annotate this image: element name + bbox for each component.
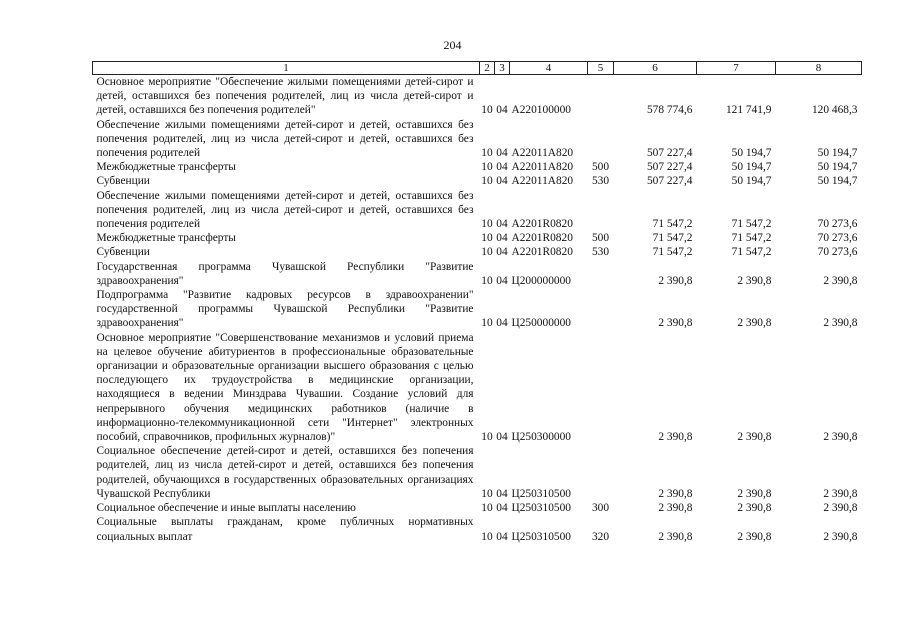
row-amount-col7: 71 547,2 [731,218,772,231]
row-amount-col6: 71 547,2 [652,246,693,259]
row-section: 10 [481,246,493,259]
row-amount-col8: 2 390,8 [823,487,858,500]
row-section: 10 [481,317,493,330]
row-amount-col7: 50 194,7 [731,175,772,188]
row-section: 10 [481,274,493,287]
row-amount-col7: 2 390,8 [737,487,772,500]
row-section: 10 [481,147,493,160]
row-section: 10 [481,232,493,245]
row-section: 10 [481,104,493,117]
row-amount-col7: 50 194,7 [731,147,772,160]
row-amount-col6: 71 547,2 [652,232,693,245]
header-col-3: 3 [495,62,510,75]
row-amount-col7: 71 547,2 [731,232,772,245]
budget-table [92,61,862,544]
row-amount-col7: 2 390,8 [737,317,772,330]
row-amount-col7: 50 194,7 [731,161,772,174]
row-subsection: 04 [496,232,508,245]
table-row [93,501,862,515]
row-expense-type: 500 [591,161,610,174]
row-amount-col6: 507 227,4 [646,147,693,160]
row-expense-type: 530 [591,175,610,188]
row-amount-col6: 2 390,8 [658,274,693,287]
row-amount-col8: 2 390,8 [823,274,858,287]
row-amount-col6: 2 390,8 [658,317,693,330]
row-amount-col8: 2 390,8 [823,502,858,515]
row-expense-type [588,260,614,288]
row-target-code: А2201R0820 [511,232,573,245]
table-row [93,260,862,288]
row-name: Социальное обеспечение и иные выплаты населению [96,502,356,515]
row-name: Субвенции [96,175,150,188]
row-target-code: Ц200000000 [511,274,571,287]
row-name: Межбюджетные трансферты [96,161,236,174]
row-name: Межбюджетные трансферты [96,232,236,245]
table-row [93,245,862,259]
row-expense-type: 320 [591,530,610,543]
row-amount-col7: 2 390,8 [737,274,772,287]
row-name: Государственная программа Чувашской Республики "Развитие здравоохранения" [96,260,474,287]
header-col-4: 4 [510,62,588,75]
row-section: 10 [481,161,493,174]
table-row [93,160,862,174]
row-target-code: А22011А820 [511,161,574,174]
row-section: 10 [481,218,493,231]
row-name: Социальное обеспечение детей-сирот и детей, оставшихся без попечения родителей, лиц из числа детей-сирот и детей, оставшихся без попечения родителей, обучающихся в государственных образовательных организациях Чувашской Республики [96,445,474,500]
table-row [93,118,862,161]
row-amount-col6: 2 390,8 [658,487,693,500]
row-subsection: 04 [496,161,508,174]
table-row [93,231,862,245]
table-body [93,75,862,544]
row-amount-col7: 121 741,9 [725,104,772,117]
row-name: Обеспечение жилыми помещениями детей-сирот и детей, оставшихся без попечения родителей, лиц из числа детей-сирот и детей, оставшихся без попечения родителей [96,118,474,160]
row-section: 10 [481,175,493,188]
row-amount-col6: 578 774,6 [646,104,693,117]
row-section: 10 [481,487,493,500]
row-amount-col6: 2 390,8 [658,502,693,515]
row-target-code: Ц250310500 [511,530,571,543]
row-amount-col8: 70 273,6 [817,218,858,231]
header-col-6: 6 [614,62,697,75]
row-amount-col8: 2 390,8 [823,431,858,444]
row-amount-col8: 120 468,3 [811,104,858,117]
row-amount-col6: 507 227,4 [646,161,693,174]
row-expense-type [588,331,614,445]
row-amount-col8: 70 273,6 [817,246,858,259]
row-subsection: 04 [496,175,508,188]
row-name: Основное мероприятие "Обеспечение жилыми помещениями детей-сирот и детей, оставшихся без попечения родителей, лиц из числа детей-сирот и детей, оставшихся без попечения родителей" [96,76,474,117]
row-expense-type [588,75,614,118]
header-col-5: 5 [588,62,614,75]
header-col-2: 2 [480,62,495,75]
row-amount-col8: 70 273,6 [817,232,858,245]
row-name: Социальные выплаты гражданам, кроме публичных нормативных социальных выплат [96,516,474,543]
row-amount-col6: 507 227,4 [646,175,693,188]
row-target-code: А2201R0820 [511,218,573,231]
row-subsection: 04 [496,147,508,160]
row-expense-type [588,444,614,501]
row-subsection: 04 [496,431,508,444]
table-row [93,515,862,543]
row-target-code: Ц250000000 [511,317,571,330]
row-target-code: Ц250300000 [511,431,571,444]
row-amount-col7: 71 547,2 [731,246,772,259]
row-target-code: А22011А820 [511,175,574,188]
row-expense-type [588,288,614,331]
row-expense-type [588,118,614,161]
row-expense-type [588,189,614,232]
row-expense-type: 500 [591,232,610,245]
row-target-code: А220100000 [511,104,571,117]
row-section: 10 [481,431,493,444]
row-subsection: 04 [496,104,508,117]
header-col-8: 8 [776,62,862,75]
row-expense-type: 530 [591,246,610,259]
row-subsection: 04 [496,317,508,330]
row-name: Субвенции [96,246,150,259]
header-col-7: 7 [697,62,776,75]
row-amount-col8: 50 194,7 [817,175,858,188]
row-subsection: 04 [496,246,508,259]
row-subsection: 04 [496,218,508,231]
row-target-code: Ц250310500 [511,502,571,515]
row-target-code: А22011А820 [511,147,574,160]
row-target-code: А2201R0820 [511,246,573,259]
row-name: Основное мероприятие "Совершенствование механизмов и условий приема на целевое обучение абитуриентов в профессиональные образовательные организации и образовательные организации высшего образования с целью последующего их трудоустройства в медицинские организации, находящиеся в ведении Минздрава Чувашии. Создание условий для непрерывного обучения медицинских работников (наличие в информационно-телекоммуникационной сети "Интернет" электронных пособий, справочников, профильных журналов)" [96,331,474,444]
row-amount-col6: 71 547,2 [652,218,693,231]
table-row [93,75,862,118]
row-subsection: 04 [496,274,508,287]
row-subsection: 04 [496,502,508,515]
row-subsection: 04 [496,487,508,500]
row-amount-col6: 2 390,8 [658,530,693,543]
row-amount-col8: 2 390,8 [823,317,858,330]
row-amount-col8: 50 194,7 [817,161,858,174]
row-amount-col7: 2 390,8 [737,530,772,543]
row-expense-type: 300 [591,502,610,515]
table-row [93,331,862,445]
row-amount-col8: 2 390,8 [823,530,858,543]
table-row [93,189,862,232]
table-row [93,444,862,501]
table-row [93,288,862,331]
row-section: 10 [481,530,493,543]
header-col-1: 1 [93,62,480,75]
row-amount-col8: 50 194,7 [817,147,858,160]
header-row [93,62,862,75]
row-subsection: 04 [496,530,508,543]
row-amount-col7: 2 390,8 [737,502,772,515]
page-number: 204 [443,38,462,52]
table-header [93,62,862,75]
row-amount-col6: 2 390,8 [658,431,693,444]
row-name: Обеспечение жилыми помещениями детей-сирот и детей, оставшихся без попечения родителей, лиц из числа детей-сирот и детей, оставшихся без попечения родителей [96,189,474,231]
row-amount-col7: 2 390,8 [737,431,772,444]
row-section: 10 [481,502,493,515]
row-name: Подпрограмма "Развитие кадровых ресурсов в здравоохранении" государственной программы Чувашской Республики "Развитие здравоохранения" [96,289,474,330]
row-target-code: Ц250310500 [511,487,571,500]
table-row [93,174,862,188]
